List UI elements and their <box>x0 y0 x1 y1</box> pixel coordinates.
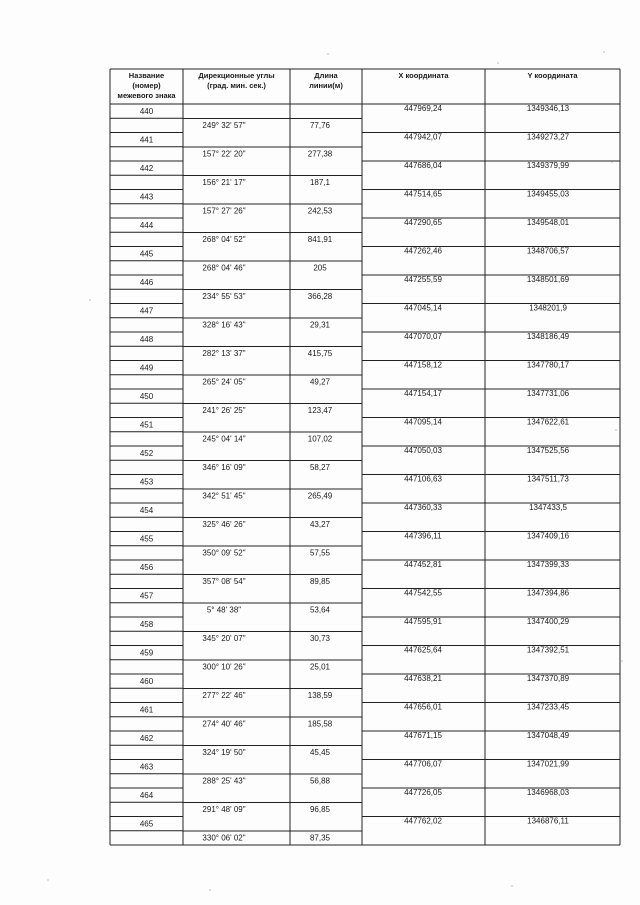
mark-number: 440 <box>139 107 154 116</box>
scan-speck <box>327 53 329 55</box>
x-coordinate: 447106,63 <box>404 474 442 484</box>
directional-angle: 268° 04' 52" <box>202 235 246 244</box>
directional-angle: 342° 51' 45" <box>202 491 246 501</box>
x-coordinate: 447452,81 <box>404 560 442 569</box>
y-coordinate: 1347433,5 <box>529 503 567 512</box>
mark-number: 445 <box>139 249 154 259</box>
x-coordinate: 447706,07 <box>404 759 442 769</box>
mark-number: 451 <box>139 420 154 430</box>
directional-angle: 245° 04' 14" <box>202 434 246 444</box>
x-coordinate: 447638,21 <box>404 674 442 683</box>
line-length: 45,45 <box>309 748 331 757</box>
mark-number: 465 <box>139 819 154 829</box>
line-length: 107,02 <box>307 434 333 444</box>
x-coordinate: 447262,46 <box>404 246 442 256</box>
y-coordinate: 1349548,01 <box>526 218 570 227</box>
mark-number: 462 <box>139 734 154 743</box>
scan-speck <box>47 879 49 881</box>
x-coordinate: 447595,91 <box>404 617 442 626</box>
y-coordinate: 1347399,33 <box>526 560 570 569</box>
header-x: X координата <box>398 71 449 80</box>
line-length: 89,85 <box>309 577 331 586</box>
line-length: 415,75 <box>307 349 333 358</box>
mark-number: 444 <box>139 221 154 230</box>
line-length: 49,27 <box>309 377 331 387</box>
directional-angle: 157° 27' 26" <box>202 206 246 216</box>
x-coordinate: 447542,55 <box>404 588 442 598</box>
line-length: 841,91 <box>307 235 333 244</box>
mark-number: 448 <box>139 335 154 344</box>
y-coordinate: 1348186,49 <box>526 332 570 341</box>
line-length: 96,85 <box>309 805 331 814</box>
directional-angle: 357° 08' 54" <box>202 577 246 586</box>
x-coordinate: 447686,04 <box>404 161 442 170</box>
line-length: 56,88 <box>309 776 331 786</box>
mark-number: 455 <box>139 534 154 544</box>
x-coordinate: 447942,07 <box>404 132 442 142</box>
line-length: 87,35 <box>309 833 331 843</box>
line-length: 57,55 <box>309 548 331 558</box>
y-coordinate: 1347394,86 <box>526 588 570 598</box>
directional-angle: 249° 32' 57" <box>202 121 246 130</box>
header-mark: межевого знака <box>117 91 176 100</box>
directional-angle: 291° 48' 09" <box>202 805 246 814</box>
line-length: 138,59 <box>307 691 333 700</box>
directional-angle: 157° 22' 20" <box>202 149 246 159</box>
directional-angle: 324° 19' 50" <box>202 748 246 757</box>
line-length: 77,76 <box>309 121 331 130</box>
y-coordinate: 1348501,69 <box>526 275 570 284</box>
scan-speck <box>611 161 613 163</box>
mark-number: 443 <box>139 192 154 202</box>
y-coordinate: 1346968,03 <box>526 788 570 797</box>
x-coordinate: 447154,17 <box>404 389 442 398</box>
y-coordinate: 1347021,99 <box>526 759 570 769</box>
x-coordinate: 447095,14 <box>404 417 442 427</box>
line-length: 58,27 <box>309 463 331 472</box>
directional-angle: 325° 46' 26" <box>202 520 246 529</box>
y-coordinate: 1347731,06 <box>526 389 570 398</box>
directional-angle: 234° 55' 53" <box>202 292 246 301</box>
mark-number: 461 <box>139 705 154 715</box>
mark-number: 457 <box>139 591 154 601</box>
x-coordinate: 447396,11 <box>404 531 442 541</box>
scan-speck <box>615 429 617 431</box>
line-length: 25,01 <box>309 662 331 672</box>
y-coordinate: 1348201,9 <box>529 303 567 313</box>
mark-number: 447 <box>139 306 154 316</box>
x-coordinate: 447290,65 <box>404 218 442 227</box>
line-length: 29,31 <box>309 320 331 330</box>
mark-number: 463 <box>139 762 154 772</box>
x-coordinate: 447671,15 <box>404 731 442 740</box>
scan-speck <box>497 62 499 64</box>
y-coordinate: 1349379,99 <box>526 161 570 170</box>
y-coordinate: 1347392,51 <box>526 645 570 655</box>
x-coordinate: 447360,33 <box>404 503 442 512</box>
y-coordinate: 1347400,29 <box>526 617 570 626</box>
y-coordinate: 1349455,03 <box>526 189 570 199</box>
directional-angle: 277° 22' 46" <box>202 691 246 700</box>
y-coordinate: 1349346,13 <box>526 104 570 113</box>
header-mark: (номер) <box>132 81 161 90</box>
directional-angle: 265° 24' 05" <box>202 377 246 387</box>
directional-angle: 330° 06' 02" <box>202 833 246 843</box>
mark-number: 456 <box>139 563 154 572</box>
header-mark: Название <box>128 71 165 80</box>
y-coordinate: 1347370,89 <box>526 674 570 683</box>
x-coordinate: 447726,05 <box>404 788 442 797</box>
mark-number: 453 <box>139 477 154 487</box>
directional-angle: 288° 25' 43" <box>202 776 246 786</box>
y-coordinate: 1346876,11 <box>527 816 569 826</box>
header-length: Длина <box>314 71 338 80</box>
y-coordinate: 1347511,73 <box>527 474 569 484</box>
x-coordinate: 447158,12 <box>404 360 442 370</box>
line-length: 30,73 <box>309 634 331 643</box>
line-length: 242,53 <box>307 206 333 216</box>
scan-speck <box>603 51 605 53</box>
directional-angle: 282° 13' 37" <box>202 349 246 358</box>
directional-angle: 5° 48' 38" <box>206 605 242 615</box>
x-coordinate: 447050,03 <box>404 446 442 455</box>
line-length: 277,38 <box>307 149 333 159</box>
scan-speck <box>621 660 623 662</box>
x-coordinate: 447514,65 <box>404 189 442 199</box>
header-y: Y координата <box>527 71 578 80</box>
directional-angle: 328° 16' 43" <box>202 320 246 330</box>
directional-angle: 300° 10' 26" <box>202 662 246 672</box>
mark-number: 454 <box>139 506 154 515</box>
y-coordinate: 1347622,61 <box>526 417 570 427</box>
scan-speck <box>209 889 211 891</box>
x-coordinate: 447625,64 <box>404 645 442 655</box>
scan-speck <box>89 299 91 301</box>
directional-angle: 268° 04' 46" <box>202 263 246 273</box>
mark-number: 446 <box>139 278 154 287</box>
x-coordinate: 447656,01 <box>404 702 442 712</box>
mark-number: 458 <box>139 620 154 629</box>
mark-number: 442 <box>139 164 154 173</box>
mark-number: 459 <box>139 648 154 658</box>
header-length: линии(м) <box>309 81 343 90</box>
directional-angle: 345° 20' 07" <box>202 634 246 643</box>
mark-number: 449 <box>139 363 154 373</box>
y-coordinate: 1347525,56 <box>526 446 570 455</box>
x-coordinate: 447070,07 <box>404 332 442 341</box>
line-length: 187,1 <box>309 178 331 187</box>
y-coordinate: 1347780,17 <box>526 360 570 370</box>
x-coordinate: 447045,14 <box>404 303 442 313</box>
x-coordinate: 447762,02 <box>404 816 442 826</box>
directional-angle: 346° 16' 09" <box>202 463 246 472</box>
mark-number: 464 <box>139 791 154 800</box>
line-length: 185,58 <box>307 719 333 729</box>
y-coordinate: 1348706,57 <box>526 246 570 256</box>
y-coordinate: 1347048,49 <box>526 731 570 740</box>
mark-number: 460 <box>139 677 154 686</box>
y-coordinate: 1349273,27 <box>526 132 570 142</box>
mark-number: 452 <box>139 449 154 458</box>
scan-speck <box>511 885 513 887</box>
line-length: 123,47 <box>307 406 333 415</box>
line-length: 205 <box>313 263 327 273</box>
x-coordinate: 447969,24 <box>404 104 442 113</box>
header-angle: (град. мин. сек.) <box>207 81 266 90</box>
mark-number: 441 <box>139 135 154 145</box>
line-length: 366,28 <box>307 292 333 301</box>
mark-number: 450 <box>139 392 154 401</box>
directional-angle: 241° 26' 25" <box>202 406 246 415</box>
directional-angle: 156° 21' 17" <box>202 178 246 187</box>
directional-angle: 274° 40' 46" <box>202 719 246 729</box>
x-coordinate: 447255,59 <box>404 275 442 284</box>
directional-angle: 350° 09' 52" <box>202 548 246 558</box>
line-length: 43,27 <box>309 520 331 529</box>
y-coordinate: 1347409,16 <box>526 531 570 541</box>
line-length: 53,64 <box>309 605 331 615</box>
y-coordinate: 1347233,45 <box>526 702 570 712</box>
line-length: 265,49 <box>307 491 333 501</box>
header-angle: Дирекционные углы <box>198 71 275 80</box>
